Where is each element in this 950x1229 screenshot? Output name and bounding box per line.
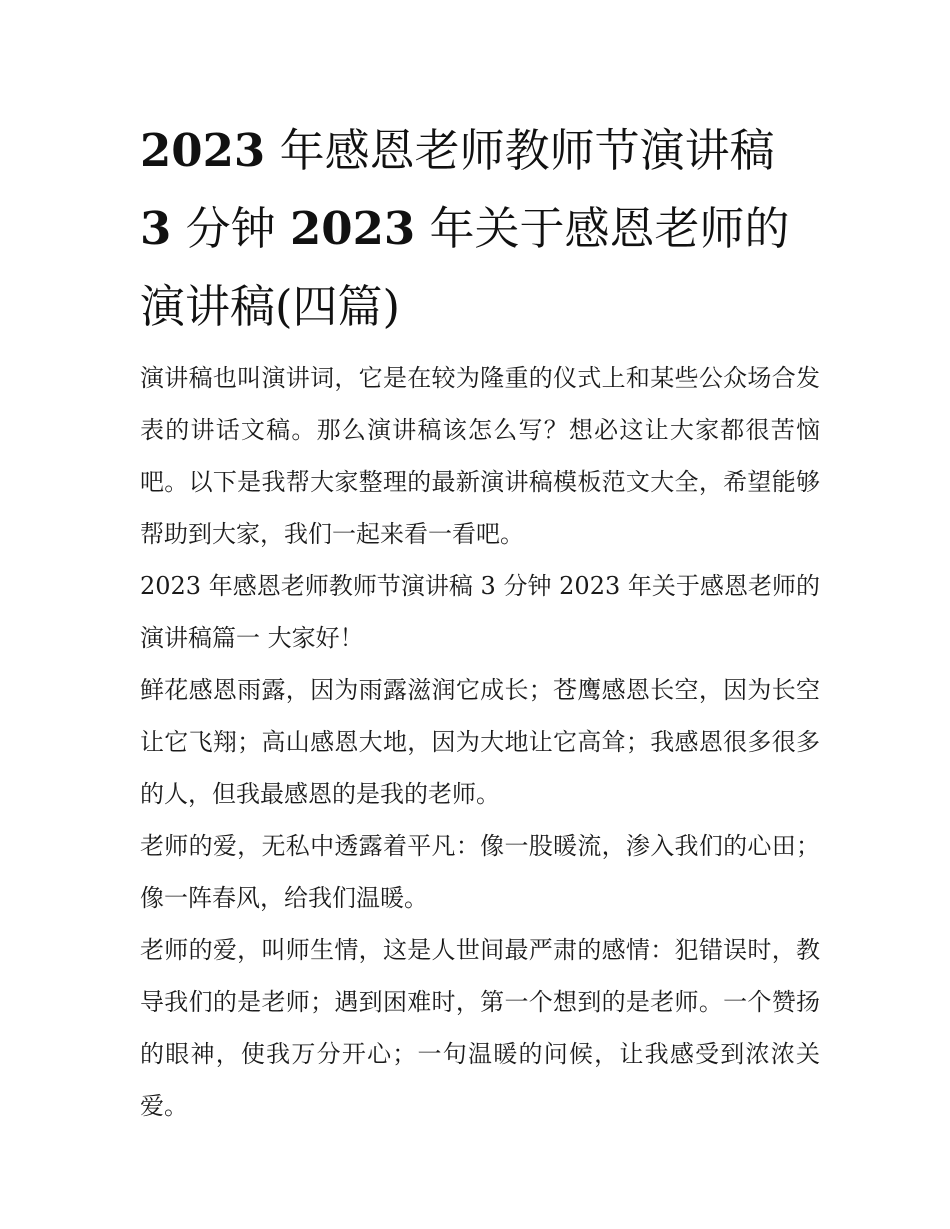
paragraph-intro: 演讲稿也叫演讲词，它是在较为隆重的仪式上和某些公众场合发表的讲话文稿。那么演讲稿该怎么写？想必这让大家都很苦恼吧。以下是我帮大家整理的最新演讲稿模板范文大全，希望能够帮助到大家，我们一起来看一看吧。 <box>140 364 820 548</box>
paragraph-teacher-love-2: 老师的爱，叫师生情，这是人世间最严肃的感情：犯错误时，教导我们的是老师；遇到困难时，第一个想到的是老师。一个赞扬的眼神，使我万分开心；一句温暖的问候，让我感受到浓浓关爱。 <box>140 936 820 1120</box>
title-text-1: 年感恩老师教师节演讲稿 <box>279 124 775 177</box>
title-text-2: 分钟 <box>185 202 276 255</box>
title-year-1: 2023 <box>140 124 266 177</box>
document-body <box>140 352 820 1132</box>
paragraph-heading-greeting: 2023 年感恩老师教师节演讲稿 3 分钟 2023 年关于感恩老师的演讲稿篇一 大家好！ <box>140 572 820 652</box>
title-year-2: 2023 <box>289 202 416 255</box>
title-number-2: 3 <box>140 202 172 255</box>
paragraph-gratitude: 鲜花感恩雨露，因为雨露滋润它成长；苍鹰感恩长空，因为长空让它飞翔；高山感恩大地，因为大地让它高耸；我感恩很多很多的人，但我最感恩的是我的老师。 <box>140 676 820 808</box>
title-text-3: 年关于感恩老师的演讲稿(四篇) <box>140 202 790 333</box>
paragraph-teacher-love-1: 老师的爱，无私中透露着平凡：像一股暖流，渗入我们的心田；像一阵春风，给我们温暖。 <box>140 832 820 912</box>
document-title <box>140 112 820 346</box>
